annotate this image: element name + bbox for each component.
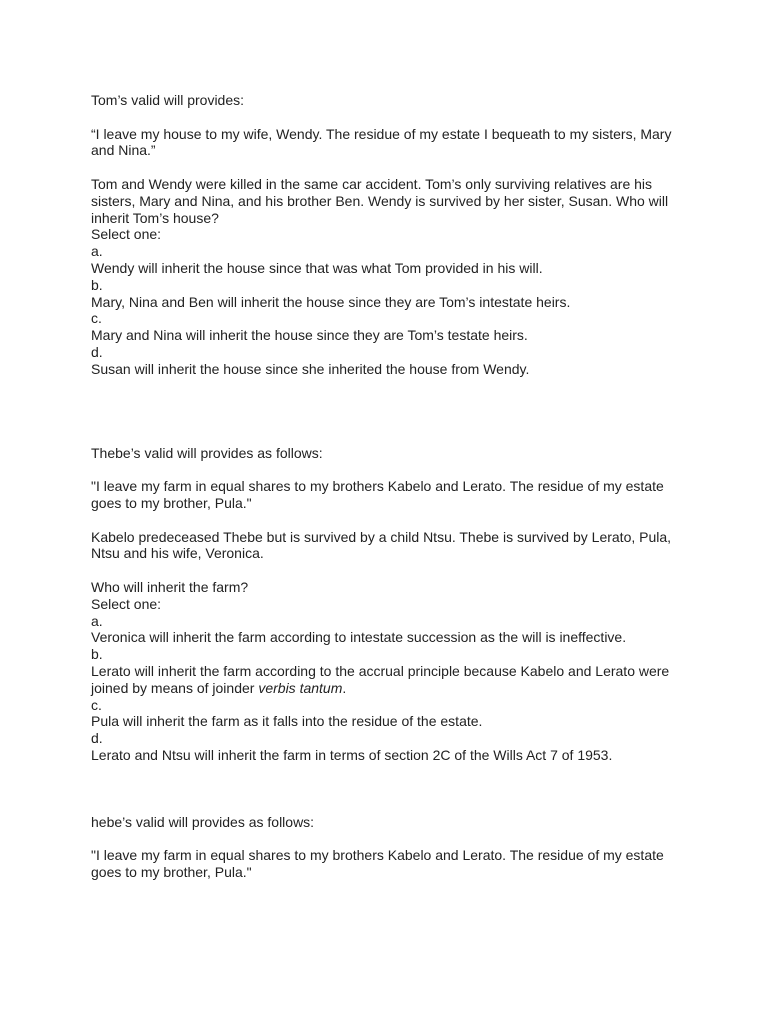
q2-select-prompt: Select one:	[91, 595, 162, 612]
q2-intro: Thebe’s valid will provides as follows:	[91, 444, 323, 461]
q1-facts: Tom and Wendy were killed in the same car accident. Tom’s only surviving relatives are his sisters, Mary and Nina, and his brother Ben. Wendy is survived by her sister, Susan. Who will inherit Tom’s house?	[91, 175, 672, 226]
q1-will-quote: “I leave my house to my wife, Wendy. The residue of my estate I bequeath to my sisters, Mary and Nina.”	[91, 125, 676, 159]
q2-facts: Kabelo predeceased Thebe but is survived by a child Ntsu. Thebe is survived by Lerato, Pula, Ntsu and his wife, Veronica.	[91, 528, 675, 562]
option-text: Mary, Nina and Ben will inherit the house since they are Tom’s intestate heirs.	[91, 293, 571, 310]
option-letter: b.	[91, 646, 103, 663]
q2-option-c[interactable]	[91, 697, 691, 731]
option-letter: d.	[91, 730, 103, 747]
option-text-italic: verbis tantum	[258, 679, 343, 696]
document-body	[91, 92, 691, 881]
q2-question: Who will inherit the farm?	[91, 578, 249, 595]
option-text: Mary and Nina will inherit the house since they are Tom’s testate heirs.	[91, 327, 528, 344]
q1-intro: Tom’s valid will provides:	[91, 92, 245, 108]
option-text: Pula will inherit the farm as it falls into the residue of the estate.	[91, 713, 483, 730]
q2-option-b[interactable]	[91, 646, 691, 696]
option-letter: b.	[91, 276, 103, 293]
q3-will-quote: "I leave my farm in equal shares to my brothers Kabelo and Lerato. The residue of my estate goes to my brother, Pula."	[91, 847, 668, 881]
q1-option-d[interactable]	[91, 344, 691, 378]
q2-option-a[interactable]	[91, 613, 691, 647]
option-letter: a.	[91, 243, 103, 260]
option-text: Veronica will inherit the farm according to intestate succession as the will is ineffective.	[91, 629, 627, 646]
option-text: Susan will inherit the house since she inherited the house from Wendy.	[91, 360, 530, 377]
option-letter: c.	[91, 696, 102, 713]
question-1	[91, 92, 691, 378]
option-letter: c.	[91, 310, 102, 327]
option-text: Wendy will inherit the house since that was what Tom provided in his will.	[91, 259, 543, 276]
q2-option-d[interactable]	[91, 730, 691, 764]
option-text-end: .	[342, 679, 347, 696]
q3-intro: hebe’s valid will provides as follows:	[91, 813, 315, 830]
q1-option-a[interactable]	[91, 243, 691, 277]
question-2	[91, 445, 691, 764]
q1-option-c[interactable]	[91, 310, 691, 344]
question-3	[91, 814, 691, 881]
option-text: Lerato and Ntsu will inherit the farm in terms of section 2C of the Wills Act 7 of 1953.	[91, 746, 613, 763]
q1-select-prompt: Select one:	[91, 226, 162, 243]
q2-will-quote: "I leave my farm in equal shares to my brothers Kabelo and Lerato. The residue of my estate goes to my brother, Pula."	[91, 478, 668, 511]
option-text	[91, 663, 691, 697]
option-text-main: Lerato will inherit the farm according to the accrual principle because Kabelo and Lerato were joined by means of joinder	[91, 662, 670, 696]
q1-option-b[interactable]	[91, 277, 691, 311]
option-letter: d.	[91, 343, 103, 360]
option-letter: a.	[91, 612, 103, 629]
